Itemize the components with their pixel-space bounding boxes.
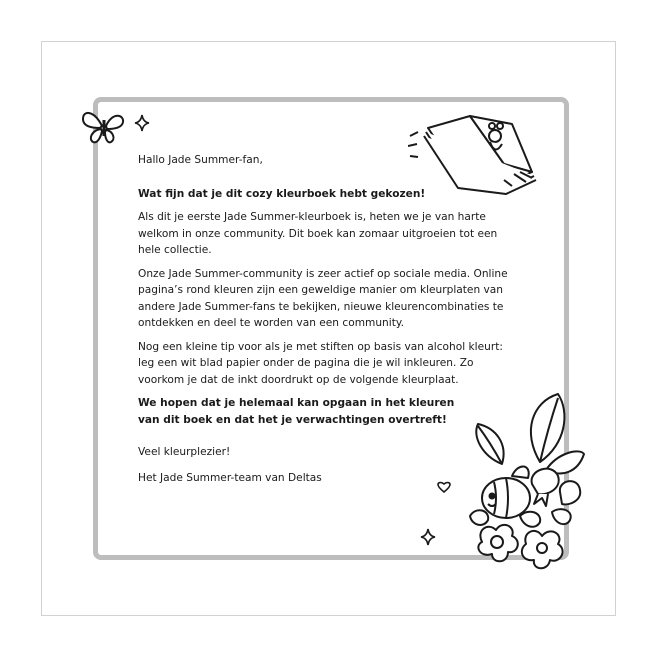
signature: Het Jade Summer-team van Deltas xyxy=(138,471,322,484)
signoff: Veel kleurplezier! xyxy=(138,446,231,458)
flower-bouquet-icon xyxy=(462,392,586,588)
greeting: Hallo Jade Summer-fan, xyxy=(138,154,263,166)
paragraph-welcome: Als dit je eerste Jade Summer-kleurboek is, heten we je van harte welkom in onze community. Dit boek kan zomaar uitgroeien tot een hele collectie. xyxy=(138,211,498,256)
butterfly-icon xyxy=(80,106,128,148)
heart-icon xyxy=(437,481,451,493)
sparkle-icon xyxy=(420,528,436,546)
sparkle-icon xyxy=(134,114,150,132)
paragraph-community: Onze Jade Summer-community is zeer actief op sociale media. Online pagina’s rond kleuren zijn een geweldige manier om kleurplaten van andere Jade Summer-fans te bekijken, nieuwe kleurencombinaties te ontdekken en deel te worden van een community. xyxy=(138,267,508,329)
letter-body xyxy=(138,152,513,493)
closing-wish: We hopen dat je helemaal kan opgaan in het kleuren van dit boek en dat het je verwachtingen overtreft! xyxy=(138,397,455,426)
headline: Wat fijn dat je dit cozy kleurboek hebt gekozen! xyxy=(138,187,426,200)
paragraph-tip: Nog een kleine tip voor als je met stiften op basis van alcohol kleurt: leg een wit blad papier onder de pagina die je wil inkleuren. Zo voorkom je dat de inkt doordrukt op de volgende kleurplaat. xyxy=(138,340,503,386)
